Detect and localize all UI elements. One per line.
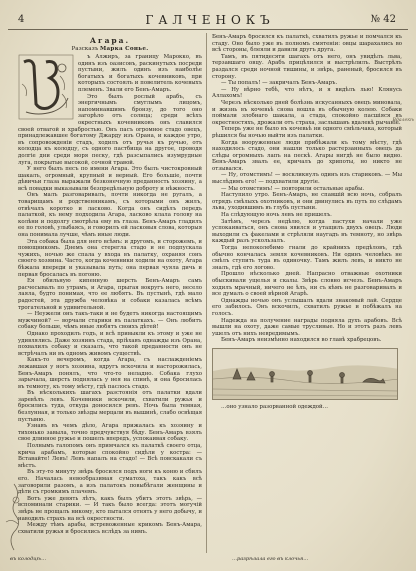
footnote-left: въ колодцѣ…	[10, 556, 47, 562]
right-column	[212, 34, 402, 554]
magazine-title: ГАЛЧЕНОКЪ	[145, 13, 275, 27]
paragraph: — Ты попалъ! — закричалъ Бенъ-Амаръ.	[221, 80, 338, 87]
paragraph: Какъ-то вечеромъ, когда Агара, съ наслажденіемъ лежавшая у ногъ хозяина, вдругъ вскочила и насторожилась, Бенъ-Амаръ понялъ, что что-то неладно. Собака глухо зарычала, шерсть поднялась у нея на спинѣ, и она бросилась въ темноту, къ тому мѣсту, гдѣ паслось стадо.	[18, 357, 202, 390]
paragraph: Вотъ уже девять лѣтъ, какъ былъ убитъ этотъ звѣрь, — вспоминали старики. — И такъ было всегда: этотъ могучій звѣрь не прощалъ никому, кто пытался отнять у него добычу, и наводилъ страхъ на всѣ окрестности.	[18, 495, 202, 522]
paragraph: Наступило утро. Бенъ-Амаръ, не спавшій всю ночь, собралъ отрядъ смѣлыхъ охотниковъ, и они двинулись въ путь по слѣдамъ льва, уходившимъ въ глубь пустыни.	[212, 192, 402, 212]
paragraph: Полнымъ галопомъ онъ примчался къ палаткѣ своего отца, крича арабамъ, которые спокойно сидѣли у костра: — Вставайте! Левъ! Левъ напалъ на стадо! — Всѣ повскакали съ мѣстъ.	[18, 443, 202, 469]
paragraph: Онъ малъ разговаривалъ, почти никогда не ругалъ, а товарищамъ и родственникамъ, съ которыми онъ жилъ, отвѣчалъ коротко и ласково. Когда онъ сидѣлъ передъ палаткой, къ нему подходила Агара, ласково клала голову на колѣни и подолгу смотрѣла ему въ глаза. Бенъ-Амаръ гладилъ ее по головѣ, улыбаясь, и говорилъ ей ласковыя слова, которыя она понимала лучше, чѣмъ иные люди.	[18, 192, 202, 239]
paragraph: — Ну вѣрно тебѣ, что нѣтъ, и я видѣлъ лью! Клянусь Аллахомъ!	[212, 86, 402, 100]
decorative-initial-v	[18, 54, 74, 120]
paragraph: Черезъ нѣсколько дней болѣзнь искусанныхъ овецъ миновала, и жизнь въ кочевьѣ снова вошла въ обычную колею. Собаки поймали злобнаго шакала, а стада, спокойно пасшіяся въ окрестностяхъ, дрожали отъ страха, заслышавъ вдалекѣ рычаніе.	[212, 99, 402, 126]
paragraph: Тогда непоколебимо гнали до крайнихъ предѣловъ, гдѣ обычно кончалась земля кочевниковъ. Ни одинъ человѣкъ не смѣлъ ступить туда въ одиночку. Тамъ жилъ левъ, и никто не зналъ, гдѣ его логово.	[212, 245, 402, 271]
paragraph: Когда вооруженные люди прибѣжали къ тому мѣсту, гдѣ находилось стадо, они нашли только растерзанныхъ овецъ да слѣды огромныхъ лапъ на пескѣ. Агары нигдѣ не было видно. Бенъ-Амаръ звалъ ее, кричалъ до хрипоты, но никто не отзывался.	[212, 139, 402, 172]
paragraph: Это былъ рослый арабъ, съ энергичнымъ смуглымъ лицомъ, напоминавшимъ бронзу, до того оно загорѣло отъ солнца; среди всѣхъ окрестныхъ кочевниковъ онъ славился своей отвагой и храбростью. Онъ пасъ огромное стадо овецъ, принадлежавшее богатому Джарду изъ Орана, и каждое утро, въ сопровожденіи стадъ, ходилъ отъ ручья къ ручью, отъ колодца къ колодцу, съ одного пастбища на другое, проводя долгіе дни среди моря песку, гдѣ разсыпались изумрудные луга, покрытые высокой, сочной травой.	[18, 93, 202, 166]
paragraph: Бенъ-Амаръ неизмѣнно находился во главѣ храбрецовъ.	[221, 337, 382, 344]
paragraph: — Неужели онъ такъ-таки и не будетъ никогда настоящимъ мужчиной? — ворчали старики въ палаткахъ. — Онъ любитъ собаку больше, чѣмъ иные любятъ своихъ дѣтей!	[18, 311, 202, 331]
paragraph: — Мы отомстимъ! — повторили остальные арабы.	[221, 185, 365, 192]
paragraph: Теперь уже не было въ кочевьѣ ни одного смѣльчака, который рѣшился бы ночью выйти изъ палатки.	[212, 126, 402, 139]
landscape-illustration	[212, 348, 398, 400]
edge-annotation: Вдалекѣ	[392, 118, 414, 123]
paragraph: ъ Алжиръ, за границу Марокко, въ одинъ изъ оазисовъ, раскинутыхъ посреди пустыни, жилъ одинъ изъ наиболѣе богатыхъ и богатыхъ кочевниковъ, при которыхъ состоялъ и повелитель кочевыхъ племенъ. Звали его Бенъ-Амаръ.	[78, 54, 202, 93]
ornamental-dropcap-icon	[18, 54, 74, 120]
margin-doodle-icon	[0, 478, 30, 558]
paragraph: Въ нѣсколькихъ шагахъ разстоянія отъ палатки вдали заревѣлъ левъ. Кочевники вскочили, схватили ружья и бросились туда, откуда доносился ревъ. Ночь была темная, безлунная, и только звѣзды мерцали въ вышинѣ, слабо освѣщая пустыню.	[18, 390, 202, 423]
paragraph: …оно узнало разорванной одеждой…	[221, 403, 329, 410]
story-title: Агара.	[89, 36, 131, 45]
paragraph: У него былъ песъ по имени Агара. Это былъ чистокровный шакалъ, огромный, крупный и верный. Его большіе, почти дѣвичьи глаза выражали безконечную преданность хозяину, а всѣ повадки выказывали безпредѣльную доброту и нѣжность.	[18, 166, 202, 192]
paragraph: Бенъ-Амаръ бросился къ палаткѣ, схватилъ ружье и помчался къ стаду. Оно было уже въ полномъ смятеніи: овцы шарахались во всѣ стороны, блеяли и давили другъ друга.	[212, 34, 402, 54]
byline-author: Марка Сонье.	[99, 46, 149, 52]
page-header	[12, 14, 408, 28]
paragraph: Однажды ночью онъ услышалъ вдали знакомый лай. Сердце его забилось. Онъ вскочилъ, схватилъ ружье и побѣжалъ на голосъ.	[212, 297, 402, 317]
issue-number: № 42	[370, 14, 396, 25]
paragraph: Въ эту-то минуту звѣрь бросился подъ ноги къ коню и сбилъ его. Началась невообразимая суматоха, такъ какъ всѣ заговорили разомъ, а изъ палатокъ повыбѣгали женщины и дѣти съ громкимъ плачемъ.	[18, 469, 202, 496]
footnote-right: …разрѣзала его въ клочья…	[232, 556, 309, 562]
paragraph: Тамъ, въ пятидесяти шагахъ отъ него, онъ увидѣлъ льва, терзавшаго овцу. Арабъ прицѣлился и выстрѣлилъ. Выстрѣлъ раздался среди ночной тишины, и звѣрь, раненый, бросился въ сторону.	[212, 53, 402, 80]
paragraph: Однако проходилъ годъ, и всѣ привыкли къ этому и уже не удивлялись. Даже хозяинъ стада, пріѣхавъ однажды изъ Орана, похвалилъ собаку и сказалъ, что такой преданности онъ не встрѣчалъ ни въ одномъ живомъ существѣ.	[18, 330, 202, 357]
paragraph: Эта собака была для него всѣмъ: и другомъ, и сторожемъ, и помощникомъ. Днемъ она стерегла стадо и не подпускала чужихъ, ночью же спала у входа въ палатку, охраняя сонъ своего хозяина. Часто, когда кочевники ходили на охоту, Агара бѣжала впереди и указывала путь; она первая чуяла дичь и первая бросалась въ погоню.	[18, 238, 202, 278]
left-column	[18, 34, 202, 552]
column-divider	[206, 33, 207, 553]
paragraph: Между тѣмъ арабы, встревоженные крикомъ Бенъ-Амара, схватили ружья и бросились вслѣдъ за нимъ.	[18, 522, 202, 535]
paragraph: На слѣдующую ночь левъ не пришелъ.	[221, 212, 332, 219]
paragraph: Узнавъ въ чемъ дѣло, Агара прижалась къ хозяину и тихонько завыла, точно предчувствуя бѣду. Бенъ-Амаръ взялъ свое длинное ружье и пошелъ впередъ, успокаивая собаку.	[18, 423, 202, 443]
paragraph: Прошло нѣсколько дней. Напрасно отважные охотники обыскивали ущелья и скалы. Звѣрь словно исчезъ. Бенъ-Амаръ ходилъ мрачный, ничего не ѣлъ, ни съ кѣмъ не разговаривалъ и все думалъ о своей вѣрной Агарѣ.	[212, 271, 402, 298]
paragraph: Затѣмъ, черезъ недѣлю, когда пастухи начали уже успокаиваться, онъ снова явился и утащилъ двухъ овецъ. Люди выходили съ факелами и стрѣляли наугадъ въ темноту, но звѣрь каждый разъ ускользалъ.	[212, 218, 402, 245]
paragraph: — Ну, отомстимъ! — воскликнулъ одинъ изъ стариковъ. — Мы выслѣдимъ его! — подхватили другіе.	[212, 172, 402, 186]
desert-scene-icon	[213, 349, 398, 400]
story-byline	[18, 45, 202, 53]
header-rule	[8, 29, 408, 30]
byline-prefix: Разсказъ	[71, 46, 99, 52]
page-number: 4	[18, 14, 25, 25]
paragraph: Надежда на получение награды подняла духъ арабовъ. Всѣ вышли на охоту, даже самые трусливые. Но и этотъ разъ левъ ушелъ отъ нихъ невредимымъ.	[212, 317, 402, 337]
paragraph: Ея обильную кипенную шерсть Бенъ-Амаръ самъ расчесывалъ по утрамъ, и Агара, прыгая вокругъ него, весело лаяла, будто понимая, что ее любятъ. Въ пустынѣ, гдѣ мало радостей, эта дружба человѣка и собаки казалась всѣмъ трогательной и удивительной.	[18, 278, 202, 311]
